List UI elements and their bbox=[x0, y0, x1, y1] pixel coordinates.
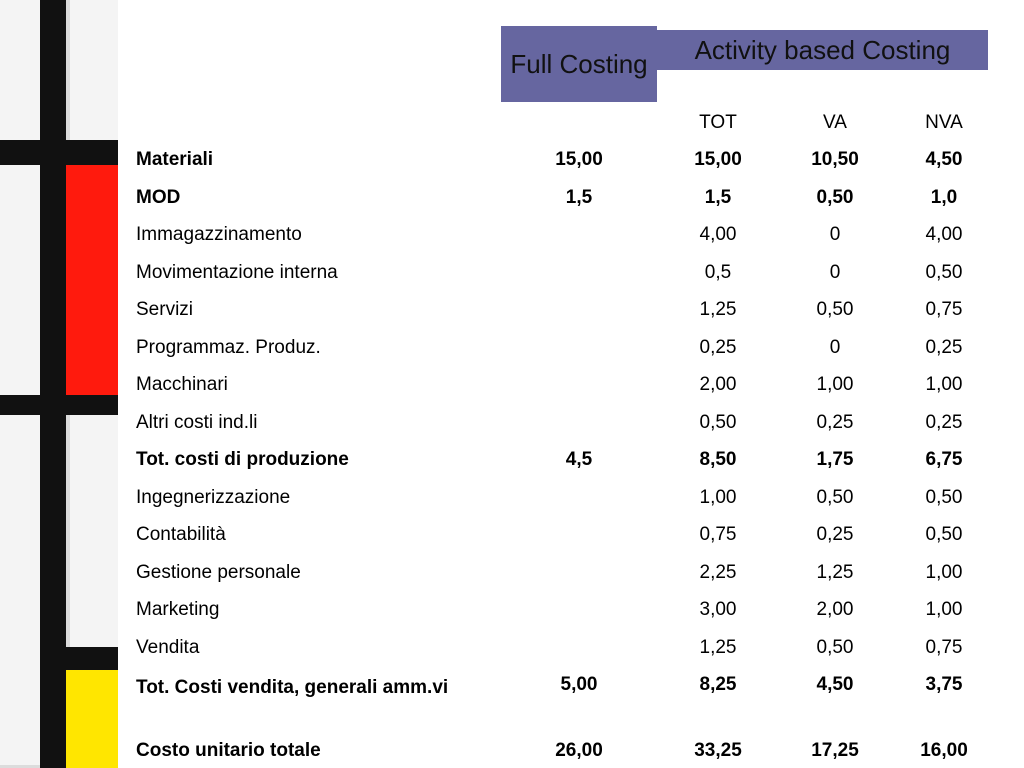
full-costing-value: 15,00 bbox=[555, 149, 603, 170]
row-label: Movimentazione interna bbox=[136, 262, 338, 283]
nva-value: 6,75 bbox=[925, 449, 963, 470]
nva-value: 0,50 bbox=[925, 487, 963, 508]
nva-value: 0,25 bbox=[925, 412, 963, 433]
tot-value: 0,50 bbox=[699, 412, 737, 433]
yellow-block bbox=[66, 670, 118, 768]
va-value: 1,75 bbox=[816, 449, 854, 470]
tot-value: 15,00 bbox=[694, 149, 742, 170]
tot-value: 1,5 bbox=[704, 187, 732, 208]
nva-value: 1,00 bbox=[925, 599, 963, 620]
row-label: Altri costi ind.li bbox=[136, 412, 258, 433]
row-label: Servizi bbox=[136, 299, 194, 320]
va-value: 10,50 bbox=[811, 149, 859, 170]
nva-value: 1,00 bbox=[925, 562, 963, 583]
full-costing-value: 4,5 bbox=[565, 449, 593, 470]
row-label: Immagazzinamento bbox=[136, 224, 302, 245]
row-label: Programmaz. Produz. bbox=[136, 337, 321, 358]
nva-value: 1,0 bbox=[930, 187, 958, 208]
row-label: Gestione personale bbox=[136, 562, 301, 583]
nva-value: 0,75 bbox=[925, 299, 963, 320]
nva-value: 0,25 bbox=[925, 337, 963, 358]
red-block bbox=[66, 164, 118, 396]
va-value: 0,25 bbox=[816, 524, 854, 545]
nva-value: 16,00 bbox=[920, 740, 968, 761]
tot-value: 2,00 bbox=[699, 374, 737, 395]
tot-value: 0,25 bbox=[699, 337, 737, 358]
nva-value: 3,75 bbox=[925, 674, 963, 695]
va-value: 2,00 bbox=[816, 599, 854, 620]
tot-column-header: TOT bbox=[699, 112, 737, 133]
tot-value: 8,50 bbox=[699, 449, 737, 470]
row-label: Materiali bbox=[136, 149, 214, 170]
full-costing-header: Full Costing bbox=[501, 26, 657, 102]
tot-value: 1,00 bbox=[699, 487, 737, 508]
row-label: Contabilità bbox=[136, 524, 226, 545]
nva-column-header: NVA bbox=[925, 112, 963, 133]
va-value: 17,25 bbox=[811, 740, 859, 761]
va-value: 0,50 bbox=[816, 187, 854, 208]
nva-value: 0,50 bbox=[925, 262, 963, 283]
tot-value: 3,00 bbox=[699, 599, 737, 620]
va-value: 1,25 bbox=[816, 562, 854, 583]
tot-value: 2,25 bbox=[699, 562, 737, 583]
row-label: Tot. Costi vendita, generali amm.vi bbox=[136, 677, 449, 698]
va-value: 0 bbox=[829, 224, 841, 245]
row-label: Marketing bbox=[136, 599, 220, 620]
full-costing-value: 1,5 bbox=[565, 187, 593, 208]
tot-value: 33,25 bbox=[694, 740, 742, 761]
va-value: 0,50 bbox=[816, 487, 854, 508]
va-value: 0,50 bbox=[816, 299, 854, 320]
nva-value: 0,50 bbox=[925, 524, 963, 545]
nva-value: 0,75 bbox=[925, 637, 963, 658]
va-value: 0 bbox=[829, 262, 841, 283]
va-value: 0,50 bbox=[816, 637, 854, 658]
va-value: 0,25 bbox=[816, 412, 854, 433]
full-costing-value: 5,00 bbox=[560, 674, 598, 695]
tot-value: 8,25 bbox=[699, 674, 737, 695]
va-value: 1,00 bbox=[816, 374, 854, 395]
nva-value: 4,50 bbox=[925, 149, 963, 170]
tot-value: 1,25 bbox=[699, 637, 737, 658]
row-label: Macchinari bbox=[136, 374, 228, 395]
tot-value: 0,75 bbox=[699, 524, 737, 545]
row-label: Tot. costi di produzione bbox=[136, 449, 349, 470]
row-label: Ingegnerizzazione bbox=[136, 487, 291, 508]
mondrian-decoration bbox=[0, 0, 118, 768]
full-costing-value: 26,00 bbox=[555, 740, 603, 761]
activity-based-costing-header: Activity based Costing bbox=[657, 30, 988, 70]
row-label: MOD bbox=[136, 187, 181, 208]
row-label: Vendita bbox=[136, 637, 200, 658]
va-value: 4,50 bbox=[816, 674, 854, 695]
row-label: Costo unitario totale bbox=[136, 740, 321, 761]
nva-value: 4,00 bbox=[925, 224, 963, 245]
nva-value: 1,00 bbox=[925, 374, 963, 395]
tot-value: 1,25 bbox=[699, 299, 737, 320]
va-column-header: VA bbox=[823, 112, 847, 133]
tot-value: 4,00 bbox=[699, 224, 737, 245]
va-value: 0 bbox=[829, 337, 841, 358]
tot-value: 0,5 bbox=[704, 262, 732, 283]
